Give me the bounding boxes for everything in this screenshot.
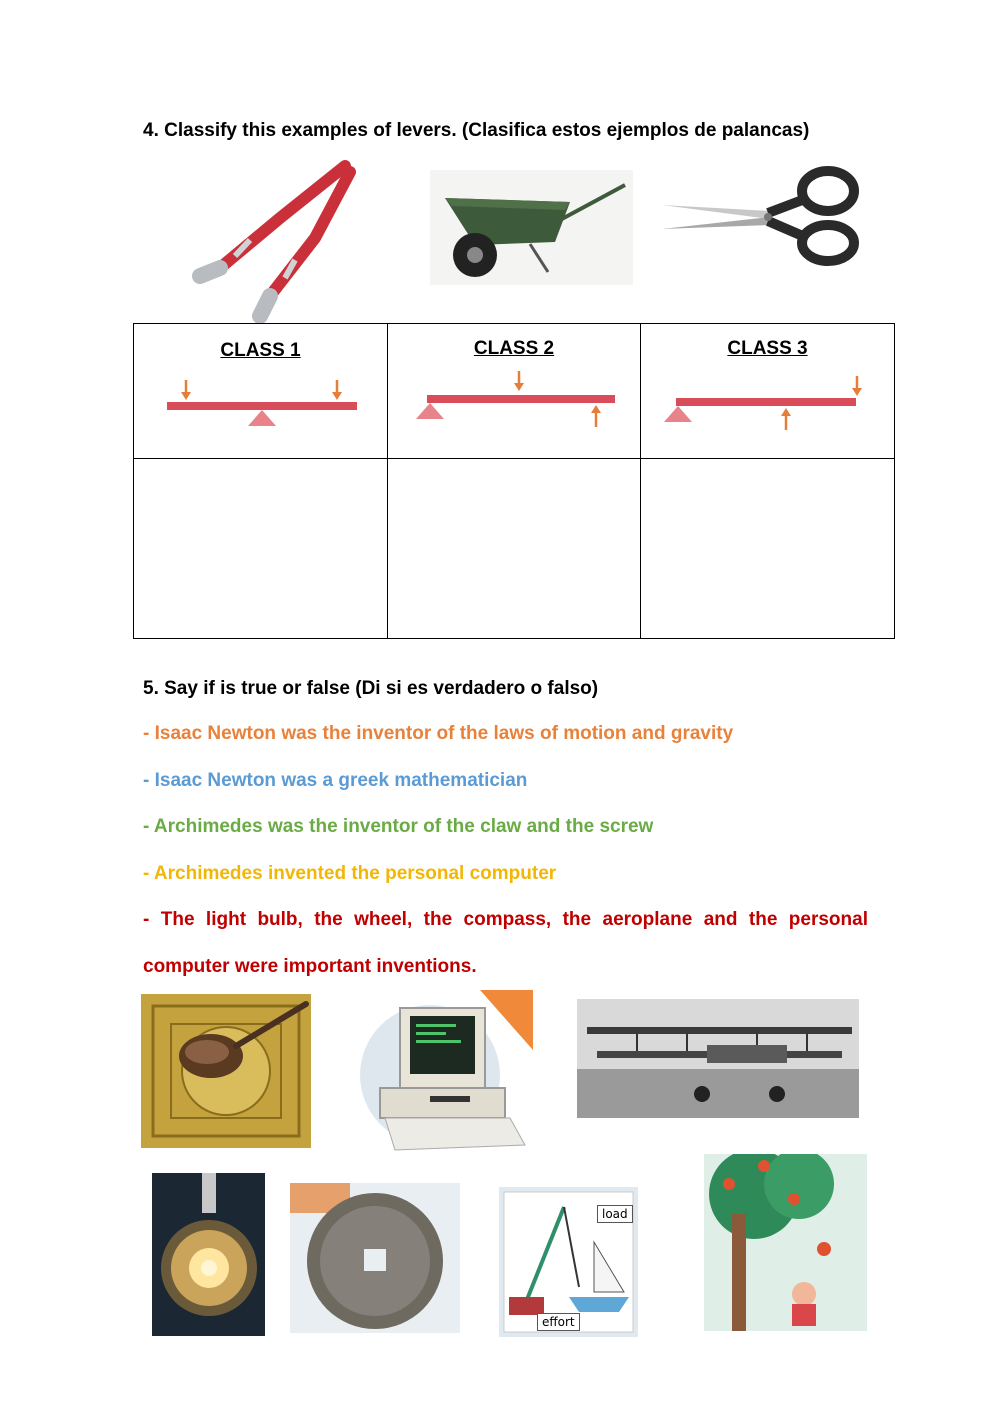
class-2-answer-cell[interactable] <box>388 459 641 639</box>
light-bulb-icon <box>152 1173 265 1336</box>
class3-lever-icon <box>661 374 881 434</box>
class-2-label: CLASS 2 <box>473 338 555 359</box>
statement-5-line-1: - The light bulb, the wheel, the compass, the aeroplane and the personal <box>143 909 868 930</box>
newton-apple-tree-image <box>704 1154 867 1331</box>
scissors-icon <box>660 163 860 268</box>
class2-lever-icon <box>413 369 623 434</box>
load-label: load <box>597 1205 633 1223</box>
lever-classes-table <box>133 323 895 639</box>
light-bulb-image <box>152 1173 265 1336</box>
class1-lever-icon <box>164 376 364 436</box>
class-2-header-cell <box>388 324 641 459</box>
wheelbarrow-icon <box>430 170 633 285</box>
personal-computer-image <box>360 990 533 1153</box>
statement-5-line-2: computer were important inventions. <box>143 956 477 977</box>
statement-2: - Isaac Newton was a greek mathematician <box>143 770 528 791</box>
class-1-header-cell <box>134 324 388 459</box>
class-3-answer-cell[interactable] <box>641 459 895 639</box>
question-5-title: 5. Say if is true or false (Di si es verdadero o falso) <box>143 678 599 699</box>
effort-label: effort <box>537 1313 580 1331</box>
class-3-header-cell <box>641 324 895 459</box>
aeroplane-icon <box>577 999 859 1118</box>
tongs-icon <box>180 158 360 323</box>
tongs-image <box>180 158 360 323</box>
scissors-image <box>660 163 860 268</box>
personal-computer-icon <box>360 990 533 1153</box>
question-4-title: 4. Classify this examples of levers. (Clasifica estos ejemplos de palancas) <box>143 120 810 141</box>
statement-3: - Archimedes was the inventor of the claw and the screw <box>143 816 654 837</box>
newton-apple-tree-icon <box>704 1154 867 1331</box>
compass-icon <box>141 994 311 1148</box>
statement-4: - Archimedes invented the personal computer <box>143 863 557 884</box>
stone-wheel-icon <box>290 1183 460 1333</box>
statement-1: - Isaac Newton was the inventor of the laws of motion and gravity <box>143 723 734 744</box>
class-1-answer-cell[interactable] <box>134 459 388 639</box>
wheelbarrow-image <box>430 170 633 285</box>
class-3-label: CLASS 3 <box>727 338 808 359</box>
compass-image <box>141 994 311 1148</box>
crane-lever-image <box>499 1187 638 1337</box>
class-1-label: CLASS 1 <box>220 340 301 361</box>
stone-wheel-image <box>290 1183 460 1333</box>
aeroplane-image <box>577 999 859 1118</box>
